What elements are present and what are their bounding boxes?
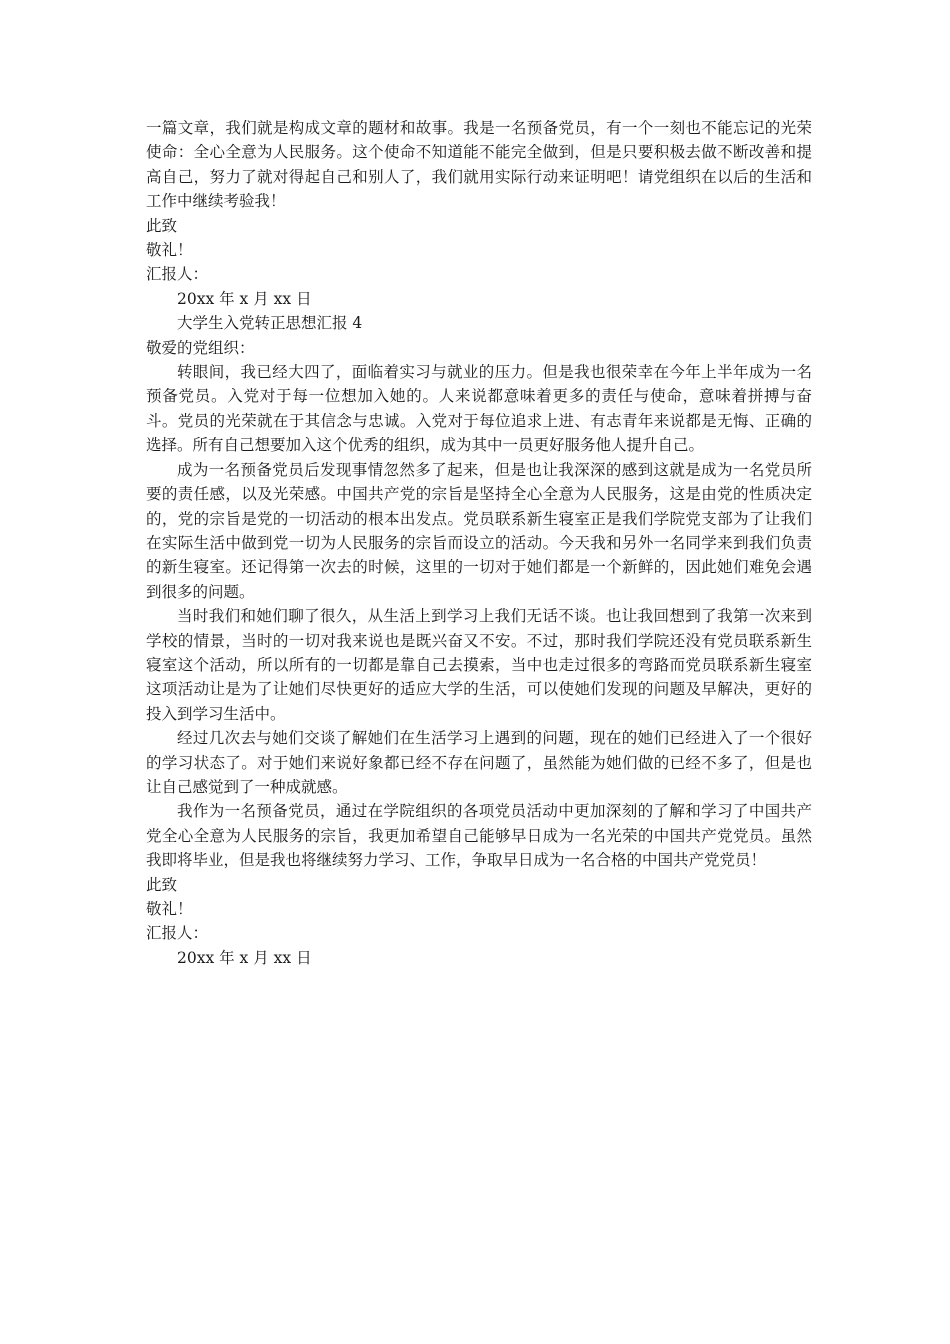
body-paragraph: 成为一名预备党员后发现事情忽然多了起来，但是也让我深深的感到这就是成为一名党员所要的责任感，以及光荣感。中国共产党的宗旨是坚持全心全意为人民服务，这是由党的性质决定的，党的宗旨是党的一切活动的根本出发点。党员联系新生寝室正是我们学院党支部为了让我们在实际生活中做到党一切为人民服务的宗旨而设立的活动。今天我和另外一名同学来到我们负责的新生寝室。还记得第一次去的时候，这里的一切对于她们都是一个新鲜的，因此她们难免会遇到很多的问题。 (146, 460, 812, 601)
report-date: 20xx 年 x 月 xx 日 (177, 289, 312, 308)
greeting: 敬爱的党组织： (146, 338, 255, 357)
body-paragraph: 当时我们和她们聊了很久，从生活上到学习上我们无话不谈。也让我回想到了我第一次来到学校的情景，当时的一切对我来说也是既兴奋又不安。不过，那时我们学院还没有党员联系新生寝室这个活动，所以所有的一切都是靠自己去摸索，当中也走过很多的弯路而党员联系新生寝室这项活动让是为了让她们尽快更好的适应大学的生活，可以使她们发现的问题及早解决，更好的投入到学习生活中。 (146, 607, 812, 723)
body-paragraph: 经过几次去与她们交谈了解她们在生活学习上遇到的问题，现在的她们已经进入了一个很好的学习状态了。对于她们来说好象都已经不存在问题了，虽然能为她们做的已经不多了，但是也让自己感觉到了一种成就感。 (146, 729, 812, 796)
report-date: 20xx 年 x 月 xx 日 (177, 948, 312, 967)
section-title: 大学生入党转正思想汇报 4 (177, 314, 363, 333)
closing-salutation: 此致 (146, 875, 178, 894)
intro-paragraph: 一篇文章，我们就是构成文章的题材和故事。我是一名预备党员，有一个一刻也不能忘记的光荣使命：全心全意为人民服务。这个使命不知道能不能完全做到，但是只要积极去做不断改善和提高自己，努力了就对得起自己和别人了，我们就用实际行动来证明吧！请党组织在以后的生活和工作中继续考验我！ (146, 119, 812, 211)
closing-salutation: 此致 (146, 216, 178, 235)
reporter-label: 汇报人： (146, 265, 209, 284)
reporter-label: 汇报人： (146, 924, 209, 943)
body-paragraph: 转眼间，我已经大四了，面临着实习与就业的压力。但是我也很荣幸在今年上半年成为一名预备党员。入党对于每一位想加入她的。人来说都意味着更多的责任与使命，意味着拼搏与奋斗。党员的光荣就在于其信念与忠诚。入党对于每位追求上进、有志青年来说都是无悔、正确的选择。所有自己想要加入这个优秀的组织，成为其中一员更好服务他人提升自己。 (146, 363, 812, 455)
document-body (146, 116, 812, 970)
closing-regards: 敬礼！ (146, 241, 193, 260)
closing-regards: 敬礼！ (146, 900, 193, 918)
body-paragraph: 我作为一名预备党员，通过在学院组织的各项党员活动中更加深刻的了解和学习了中国共产党全心全意为人民服务的宗旨，我更加希望自己能够早日成为一名光荣的中国共产党党员。虽然我即将毕业，但是我也将继续努力学习、工作，争取早日成为一名合格的中国共产党党员！ (146, 802, 812, 870)
